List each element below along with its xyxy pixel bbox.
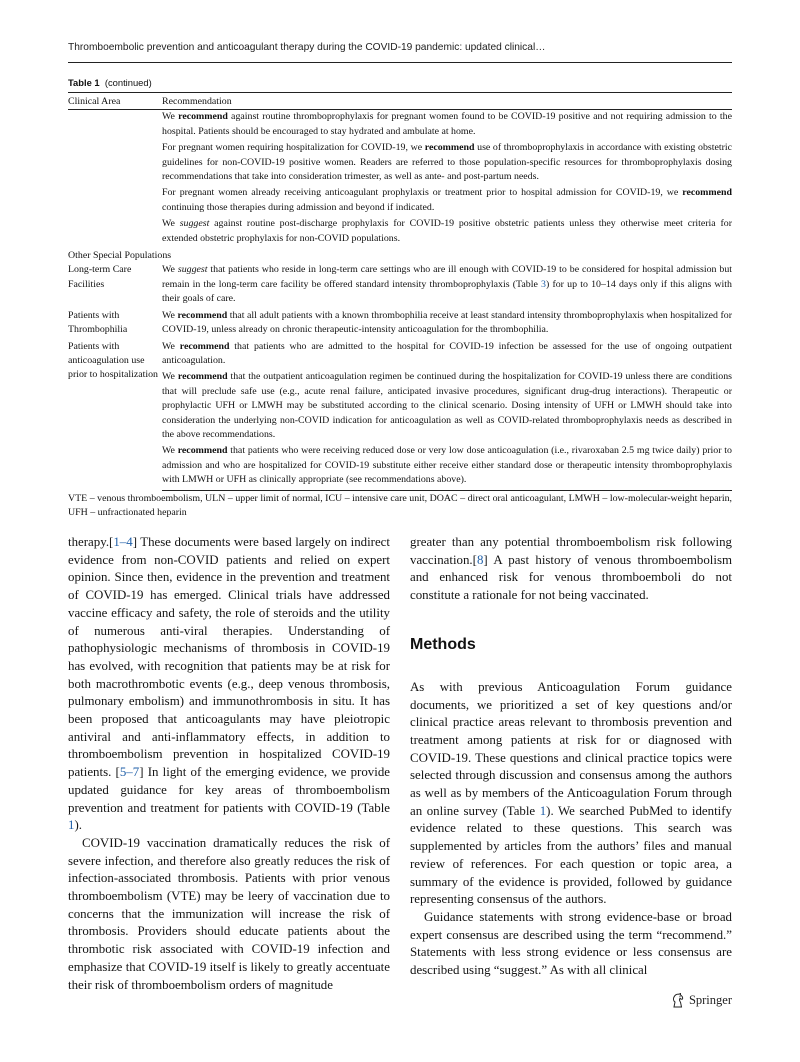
text: ) for up to 10–14 days only if this aligns with their goals of care. — [162, 278, 732, 305]
citation-link[interactable]: 8 — [476, 552, 484, 567]
left-column — [68, 534, 390, 994]
table-reference-link[interactable]: 3 — [541, 278, 546, 290]
citation-link[interactable]: 1–4 — [113, 535, 133, 549]
clinical-area-cell — [68, 110, 162, 141]
publisher-mark — [671, 993, 732, 1008]
recommendation-cell — [162, 110, 732, 141]
strength-keyword: recommend — [178, 111, 228, 123]
text: that the outpatient anticoagulation regimen be continued during the hospitalization for COVID-19 unless there are conditions that will preclude safe use (e.g., acute renal failure, anticipated invasive procedures, significant drug-drug interactions). Therapeutic or prophylactic UFH or LMWH may be substituted according to the clinical scenario. Dosing intensity of UFH or LMWH should take into consideration the underlying non-COVID indication for anticoagulation as well as COVID-related thromboprophylaxis needs as described in the above recommendations. — [162, 371, 732, 440]
paragraph: COVID-19 vaccination dramatically reduces the risk of severe infection, and therefore also greatly reduces the risk of infection-associated thrombosis. Patients with prior venous thromboembolism (VTE) may be leery of vaccination due to concerns that the immunization will increase the risk of thrombosis. Providers should educate patients about the thrombotic risk associated with COVID-19 infection and emphasize that COVID-19 itself is likely to greatly accentuate their risk of thromboembolism orders of magnitude — [68, 835, 390, 992]
strength-keyword: recommend — [424, 142, 475, 154]
table-row — [68, 141, 732, 186]
text: [ — [109, 535, 114, 549]
right-column — [410, 534, 732, 980]
recommendations-table — [68, 92, 732, 520]
strength-keyword: recommend — [179, 340, 230, 352]
text: For pregnant women already receiving anticoagulant prophylaxis or treatment prior to hospital admission for COVID-19, we — [162, 187, 683, 199]
paragraph: Guidance statements with strong evidence-base or broad expert consensus are described using the term “recommend.” Statements with less strong evidence or less consensus are described using “suggest.” As with all clinical — [410, 909, 732, 978]
table-caption — [68, 77, 152, 88]
recommendation-cell — [162, 444, 732, 490]
citation-link[interactable]: 1 — [539, 803, 547, 818]
table-row — [68, 340, 732, 371]
table-footnote: VTE – venous thromboembolism, ULN – upper limit of normal, ICU – intensive care unit, DOAC – direct oral anticoagulant, LMWH – low-molecular-weight heparin, UFH – unfractionated heparin — [68, 492, 732, 518]
table-row — [68, 186, 732, 217]
table-label: Table 1 — [68, 77, 100, 88]
text: ). — [74, 818, 82, 833]
text: We — [162, 371, 178, 383]
text: that all adult patients with a known thrombophilia receive at least standard intensity thromboprophylaxis when hospitalized for COVID-19, unless already on chronic therapeutic-intensity anticoagulation for the thrombophilia. — [162, 309, 732, 336]
text: that patients who were receiving reduced dose or very low dose anticoagulation (i.e., rivaroxaban 2.5 mg twice daily) prior to admission and who are hospitalized for COVID-19 substitute either receive either standard dose or therapeutic intensity thromboprophylaxis with LMWH or UFH as clinically appropriate (see recommendations above). — [162, 445, 732, 486]
text: against routine thromboprophylaxis for pregnant women found to be COVID-19 positive and not requiring admission to the hospital. Patients should be encouraged to stay hydrated and ambulate at home. — [162, 111, 732, 137]
recommendation-cell — [162, 263, 732, 308]
paragraph — [68, 534, 390, 835]
text: [ — [115, 765, 120, 780]
section-heading-methods: Methods — [410, 635, 476, 653]
recommendation-cell — [162, 370, 732, 444]
clinical-area-cell — [68, 217, 162, 248]
strength-keyword: suggest — [177, 264, 208, 276]
paragraph — [410, 679, 732, 909]
text: We — [162, 111, 179, 123]
text: continuing those therapies during admission and beyond if indicated. — [162, 201, 435, 213]
text: ). We searched PubMed to identify evidence related to these questions. This search was supplemented by articles from the authors’ files and manual review of references. For each question or topic area, a summary of the evidence is provided, followed by guidance representing consensus of the authors. — [410, 803, 732, 907]
table-row — [68, 110, 732, 141]
text: that patients who are admitted to the hospital for COVID-19 infection be assessed for the use of ongoing outpatient anticoagulation. — [162, 340, 732, 366]
recommendation-cell — [162, 309, 732, 340]
text: We — [162, 218, 180, 230]
text: We — [162, 264, 178, 276]
column-header-clinical-area: Clinical Area — [68, 93, 162, 110]
table-row — [68, 217, 732, 248]
text: ] These documents were based largely on indirect evidence from non-COVID patients and relied on expert opinion. Since then, evidence in the prevention and treatment of COVID-19 has emerged. Clinical trials have addressed vaccine efficacy and safety, the role of steroids and the utility of numerous anti-viral therapies. Understanding of pathophysiologic mechanisms of thrombosis in COVID-19 has evolved, with recognition that patients may be at risk for both macrothrombotic events (e.g., deep venous thrombosis, pulmonary embolism) and immunothrombosis in situ. It has been proposed that anticoagulants may have pleiotropic antiviral and anti-inflammatory effects, in addition to thromboembolism prevention in hospitalized COVID-19 patients. — [68, 535, 390, 780]
recommendation-cell — [162, 141, 732, 186]
table-body — [68, 110, 732, 490]
text: use of thromboprophylaxis in accordance with existing obstetric guidelines for non-COVID-19 positive women. Readers are referred to those population-specific resources for thromboprophylaxis dosing recommendations that take into consideration trimester, as well as ante- and post-partum needs. — [162, 142, 733, 183]
table-row — [68, 248, 732, 263]
recommendation-cell — [162, 186, 732, 217]
strength-keyword: recommend — [682, 187, 732, 199]
text: We — [162, 445, 178, 457]
table-row — [68, 370, 732, 444]
recommendation-cell — [162, 217, 732, 248]
recommendation-cell — [162, 340, 732, 371]
text: We — [162, 340, 180, 352]
clinical-area-cell: Patients with anticoagulation use prior to hospitalization — [68, 340, 158, 381]
table-caption-text: (continued) — [104, 77, 152, 88]
table-row — [68, 309, 732, 340]
running-head: Thromboembolic prevention and anticoagulant therapy during the COVID-19 pandemic: updated clinical… — [68, 42, 546, 53]
strength-keyword: recommend — [177, 445, 228, 457]
strength-keyword: recommend — [177, 371, 228, 383]
clinical-area-cell: Patients with Thrombophilia — [68, 309, 128, 336]
paragraph — [410, 534, 732, 605]
table-row — [68, 444, 732, 490]
text: ] In light of the emerging evidence, we provide updated guidance for key areas of thromboembolism prevention and treatment for patients with COVID-19 (Table — [68, 765, 390, 815]
text: We — [162, 309, 178, 321]
group-heading: Other Special Populations — [68, 250, 172, 262]
table-row — [68, 263, 732, 308]
header-rule — [68, 62, 732, 63]
clinical-area-cell: Long-term Care Facilities — [68, 264, 132, 290]
column-header-recommendation: Recommendation — [162, 93, 732, 110]
publisher-name: Springer — [688, 993, 732, 1007]
citation-link[interactable]: 1 — [68, 818, 75, 833]
strength-keyword: recommend — [177, 309, 228, 321]
text: greater than any potential thromboembolism risk following vaccination.[ — [410, 535, 732, 567]
text: against routine post-discharge prophylaxis for COVID-19 positive obstetric patients unless they otherwise meet criteria for extended obstetric prophylaxis for non-COVID populations. — [162, 218, 732, 244]
text: therapy. — [68, 535, 110, 549]
text: For pregnant women requiring hospitalization for COVID-19, we — [162, 142, 425, 154]
text: As with previous Anticoagulation Forum guidance documents, we prioritized a set of key questions and/or clinical practice areas relevant to thrombosis prevention and treatment among patients at risk for or diagnosed with COVID-19. These questions and clinical practice topics were selected through discussion and consensus among the authors as well as by members of the Anticoagulation Forum through an online survey (Table — [410, 679, 732, 818]
citation-link[interactable]: 5–7 — [119, 765, 140, 780]
text: that patients who reside in long-term care settings who are ill enough with COVID-19 to be considered for hospital admission but remain in the long-term care facility be offered standard intensity thromboprophylaxis (Table — [162, 264, 733, 290]
clinical-area-cell — [68, 186, 162, 217]
strength-keyword: suggest — [179, 218, 210, 230]
text: ] A past history of venous thromboembolism and enhanced risk for venous thromboemboli do not constitute a rationale for not being vaccinated. — [410, 552, 732, 603]
springer-horse-icon — [671, 993, 684, 1008]
clinical-area-cell — [68, 141, 162, 186]
